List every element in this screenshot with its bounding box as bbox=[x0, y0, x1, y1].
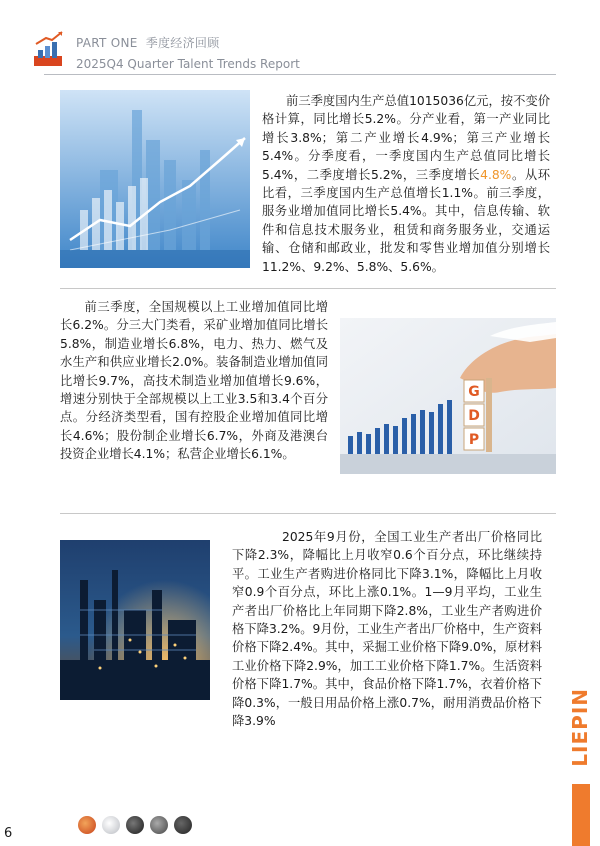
footer-orange-icon bbox=[78, 816, 96, 834]
business-chart-image bbox=[60, 90, 250, 268]
gdp-block-d: D bbox=[468, 408, 480, 424]
brand-name: LIEPIN bbox=[568, 688, 592, 767]
factory-image bbox=[60, 540, 210, 700]
price-paragraph-text: 2025年9月份，全国工业生产者出厂价格同比下降2.3%，降幅比上月收窄0.6个百分点，环比继续持平。工业生产者购进价格同比下降3.1%，降幅比上月收窄0.9个百分点，环比上涨0.1%。1—9月平均，工业生产者出厂价格比上年同期下降2.8%，工业生产者购进价格下降3.2%。9月份，工业生产者出厂价格中，生产资料价格下降2.4%。其中，采掘工业价格下降9.0%，原材料工业价格下降2.9%，加工工业价格下降1.7%。生活资料价格下降1.7%。其中，食品价格下降1.7%，衣着价格下降0.3%，一般日用品价格上涨0.7%，耐用消费品价格下降3.9% bbox=[232, 530, 542, 729]
header-divider bbox=[44, 74, 556, 75]
footer-white-icon bbox=[102, 816, 120, 834]
brand-mark bbox=[566, 680, 596, 846]
section-divider-2 bbox=[60, 513, 556, 514]
gdp-blocks-image bbox=[340, 318, 556, 474]
gdp-paragraph bbox=[262, 92, 550, 276]
header-part: PART ONE bbox=[76, 36, 138, 50]
header-section: 季度经济回顾 bbox=[145, 36, 220, 50]
footer-icons bbox=[78, 816, 192, 834]
gdp-paragraph-text-b: 。从环比看，三季度国内生产总值增长1.1%。前三季度，服务业增加值同比增长5.4%。其中，信息传输、软件和信息技术服务业，租赁和商务服务业，交通运输、仓储和邮政业，批发和零售业增加值分别增长11.2%、9.2%、5.8%、5.6%。 bbox=[262, 167, 550, 274]
gdp-block-p: P bbox=[468, 432, 480, 448]
gdp-q3-growth-highlight: 4.8% bbox=[480, 167, 512, 182]
industry-paragraph-text: 前三季度，全国规模以上工业增加值同比增长6.2%。分三大门类看，采矿业增加值同比增长5.8%，制造业增长6.8%，电力、热力、燃气及水生产和供应业增长2.0%。装备制造业增加值同比增长9.7%，高技术制造业增加值增长9.6%，增速分别快于全部规模以上工业3.5和3.4个百分点。分经济类型看，国有控股企业增加值同比增长4.6%；股份制企业增长6.7%，外商及港澳台投资企业增长4.1%；私营企业增长6.1%。 bbox=[60, 300, 328, 462]
industry-paragraph bbox=[60, 298, 328, 464]
brand-bar bbox=[572, 784, 590, 846]
footer-gray-icon bbox=[150, 816, 168, 834]
header-part-line bbox=[76, 34, 220, 51]
footer-black-icon bbox=[174, 816, 192, 834]
page-number: 6 bbox=[4, 826, 13, 841]
price-paragraph bbox=[232, 528, 542, 730]
gdp-paragraph-text-a: 前三季度国内生产总值1015036亿元，按不变价格计算，同比增长5.2%。分产业看，第一产业同比增长3.8%；第二产业增长4.9%；第三产业增长5.4%。分季度看，一季度国内生产总值同比增长5.4%，二季度增长5.2%，三季度增长 bbox=[262, 94, 550, 182]
report-logo-icon bbox=[30, 30, 66, 70]
gdp-block-g: G bbox=[468, 384, 480, 400]
footer-dark-icon bbox=[126, 816, 144, 834]
section-divider-1 bbox=[60, 288, 556, 289]
report-title: 2025Q4 Quarter Talent Trends Report bbox=[76, 57, 300, 71]
